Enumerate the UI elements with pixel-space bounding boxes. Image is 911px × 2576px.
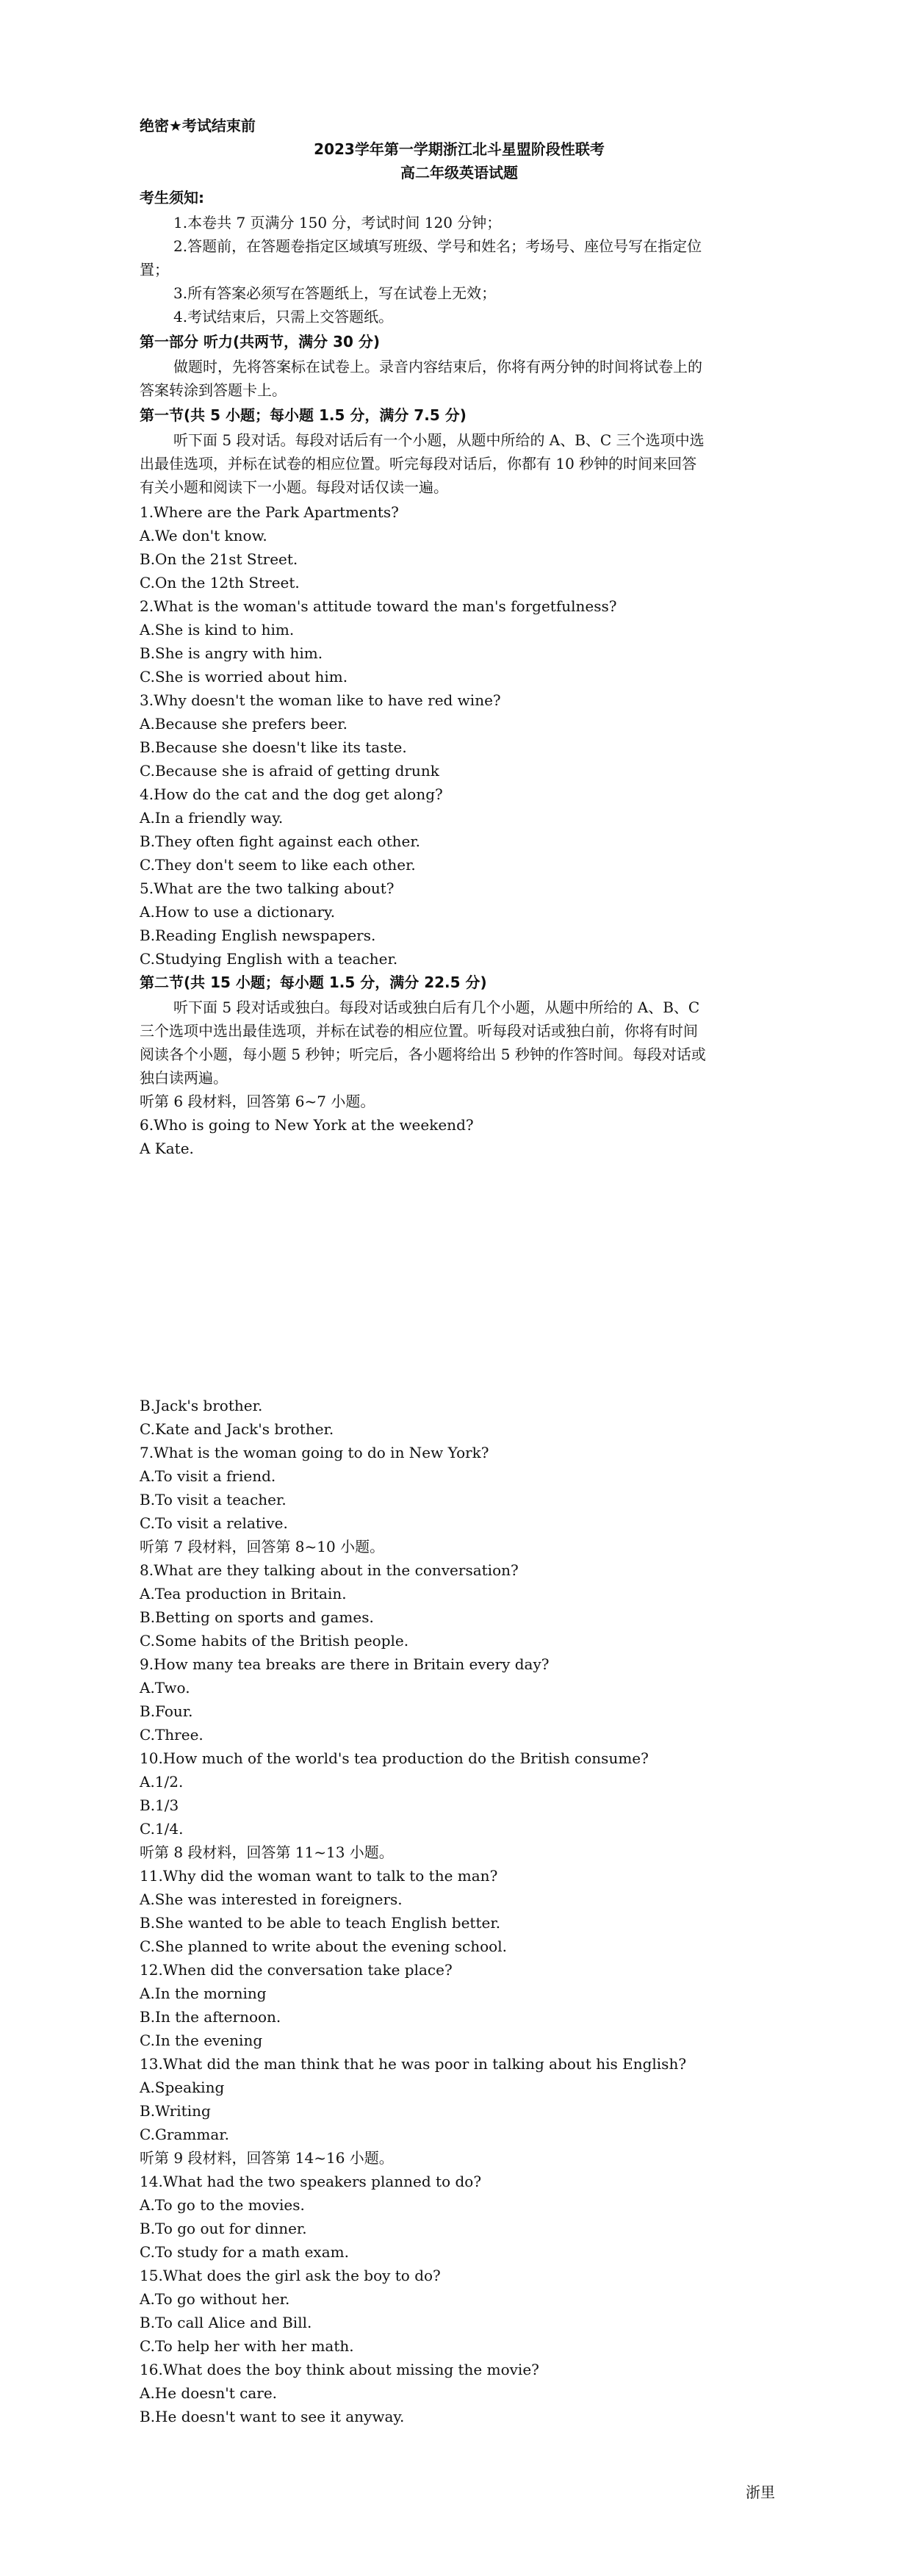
notice-item-cont: 置； (140, 261, 169, 278)
option-c: C.Studying English with a teacher. (140, 950, 398, 968)
option-b: B.Betting on sports and games. (140, 1608, 374, 1626)
option-a: A.To go without her. (140, 2290, 290, 2308)
material-note: 听第 8 段材料，回答第 11~13 小题。 (140, 1843, 394, 1861)
part1-instructions: 做题时，先将答案标在试卷上。录音内容结束后，你将有两分钟的时间将试卷上的 (173, 358, 702, 375)
option-b: B.Jack's brother. (140, 1397, 263, 1414)
question: 8.What are they talking about in the conversation? (140, 1561, 519, 1579)
question: 9.How many tea breaks are there in Britain every day? (140, 1655, 550, 1673)
exam-title: 2023学年第一学期浙江北斗星盟阶段性联考 (314, 140, 605, 158)
notice-item: 4.考试结束后，只需上交答题纸。 (173, 308, 394, 325)
option-a: A.To go to the movies. (140, 2196, 305, 2214)
material-note: 听第 6 段材料，回答第 6~7 小题。 (140, 1093, 375, 1110)
option-b: B.Four. (140, 1702, 193, 1720)
option-b: B.She wanted to be able to teach English better. (140, 1914, 501, 1932)
question: 2.What is the woman's attitude toward the man's forgetfulness? (140, 597, 617, 615)
question: 12.When did the conversation take place? (140, 1961, 453, 1979)
section2-instructions: 听下面 5 段对话或独白。每段对话或独白后有几个小题，从题中所给的 A、B、C (173, 999, 700, 1016)
part1-instructions-cont: 答案转涂到答题卡上。 (140, 381, 287, 399)
section1-heading: 第一节(共 5 小题；每小题 1.5 分，满分 7.5 分) (140, 406, 467, 424)
material-note: 听第 7 段材料，回答第 8~10 小题。 (140, 1538, 385, 1555)
option-b: B.To go out for dinner. (140, 2220, 307, 2237)
option-c: C.Some habits of the British people. (140, 1632, 409, 1649)
option-c: C.To visit a relative. (140, 1514, 288, 1532)
section1-instructions-cont: 有关小题和阅读下一小题。每段对话仅读一遍。 (140, 478, 448, 496)
material-note: 听第 9 段材料，回答第 14~16 小题。 (140, 2149, 394, 2167)
option-a: A.We don't know. (140, 527, 267, 544)
option-a: A.Two. (140, 1679, 190, 1697)
option-a: A.Speaking (140, 2079, 225, 2096)
page-footer: 浙里 (746, 2483, 775, 2501)
option-c: C.She is worried about him. (140, 668, 348, 686)
section2-instructions-cont: 阅读各个小题，每小题 5 秒钟；听完后，各小题将给出 5 秒钟的作答时间。每段对话或 (140, 1046, 706, 1063)
question: 6.Who is going to New York at the weekend? (140, 1116, 474, 1134)
option-c: C.On the 12th Street. (140, 574, 300, 591)
section2-heading: 第二节(共 15 小题；每小题 1.5 分，满分 22.5 分) (140, 974, 487, 991)
question: 15.What does the girl ask the boy to do? (140, 2267, 441, 2284)
option-b: B.1/3 (140, 1796, 179, 1814)
exam-subtitle: 高二年级英语试题 (400, 164, 518, 181)
option-c: C.To study for a math exam. (140, 2243, 349, 2261)
question: 16.What does the boy think about missing the movie? (140, 2361, 539, 2378)
option-a: A.1/2. (140, 1773, 184, 1791)
question: 7.What is the woman going to do in New York? (140, 1444, 489, 1461)
question: 5.What are the two talking about? (140, 879, 395, 897)
question: 11.Why did the woman want to talk to the man? (140, 1867, 498, 1885)
option-a: A.Because she prefers beer. (140, 715, 348, 733)
option-c: C.1/4. (140, 1820, 184, 1838)
section1-instructions: 听下面 5 段对话。每段对话后有一个小题，从题中所给的 A、B、C 三个选项中选 (173, 431, 705, 449)
option-b: B.To call Alice and Bill. (140, 2314, 312, 2331)
option-a: A.She is kind to him. (140, 621, 295, 638)
option-c: C.To help her with her math. (140, 2337, 354, 2355)
option-a: A.She was interested in foreigners. (140, 1890, 403, 1908)
notice-item: 2.答题前，在答题卷指定区域填写班级、学号和姓名；考场号、座位号写在指定位 (173, 237, 702, 255)
option-c: C.They don't seem to like each other. (140, 856, 416, 874)
question: 3.Why doesn't the woman like to have red wine? (140, 691, 501, 709)
option-a: A.Tea production in Britain. (140, 1585, 347, 1602)
option-a: A.To visit a friend. (140, 1467, 276, 1485)
section2-instructions-cont: 独白读两遍。 (140, 1069, 228, 1087)
option-c: C.She planned to write about the evening school. (140, 1938, 507, 1955)
question: 4.How do the cat and the dog get along? (140, 785, 443, 803)
option-b: B.In the afternoon. (140, 2008, 281, 2026)
option-a: A.How to use a dictionary. (140, 903, 336, 921)
option-b: B.On the 21st Street. (140, 550, 298, 568)
option-b: B.Reading English newspapers. (140, 927, 376, 944)
option-c: C.Because she is afraid of getting drunk (140, 762, 439, 780)
option-b: B.He doesn't want to see it anyway. (140, 2408, 405, 2425)
option-a: A.He doesn't care. (140, 2384, 278, 2402)
question: 10.How much of the world's tea production do the British consume? (140, 1749, 649, 1767)
notice-item: 3.所有答案必须写在答题纸上，写在试卷上无效； (173, 284, 497, 302)
section2-instructions-cont: 三个选项中选出最佳选项，并标在试卷的相应位置。听每段对话或独白前，你将有时间 (140, 1022, 698, 1040)
option-c: C.Grammar. (140, 2126, 229, 2143)
notice-heading: 考生须知: (140, 189, 204, 206)
option-b: B.To visit a teacher. (140, 1491, 287, 1508)
part1-heading: 第一部分 听力(共两节，满分 30 分) (140, 333, 381, 350)
secret-label: 绝密★考试结束前 (140, 117, 256, 134)
option-b: B.Because she doesn't like its taste. (140, 738, 407, 756)
option-c: C.Three. (140, 1726, 204, 1744)
question: 14.What had the two speakers planned to do? (140, 2173, 482, 2190)
option-b: B.Writing (140, 2102, 211, 2120)
notice-item: 1.本卷共 7 页满分 150 分，考试时间 120 分钟； (173, 214, 502, 231)
option-a: A.In the morning (140, 1985, 267, 2002)
question: 1.Where are the Park Apartments? (140, 503, 399, 521)
question: 13.What did the man think that he was poor in talking about his English? (140, 2055, 687, 2073)
section1-instructions-cont: 出最佳选项，并标在试卷的相应位置。听完每段对话后，你都有 10 秒钟的时间来回答 (140, 455, 697, 472)
option-a: A.In a friendly way. (140, 809, 284, 827)
option-b: B.They often fight against each other. (140, 832, 421, 850)
option-c: C.In the evening (140, 2032, 263, 2049)
option-c: C.Kate and Jack's brother. (140, 1420, 334, 1438)
option-b: B.She is angry with him. (140, 644, 323, 662)
option-a: A Kate. (140, 1140, 194, 1157)
